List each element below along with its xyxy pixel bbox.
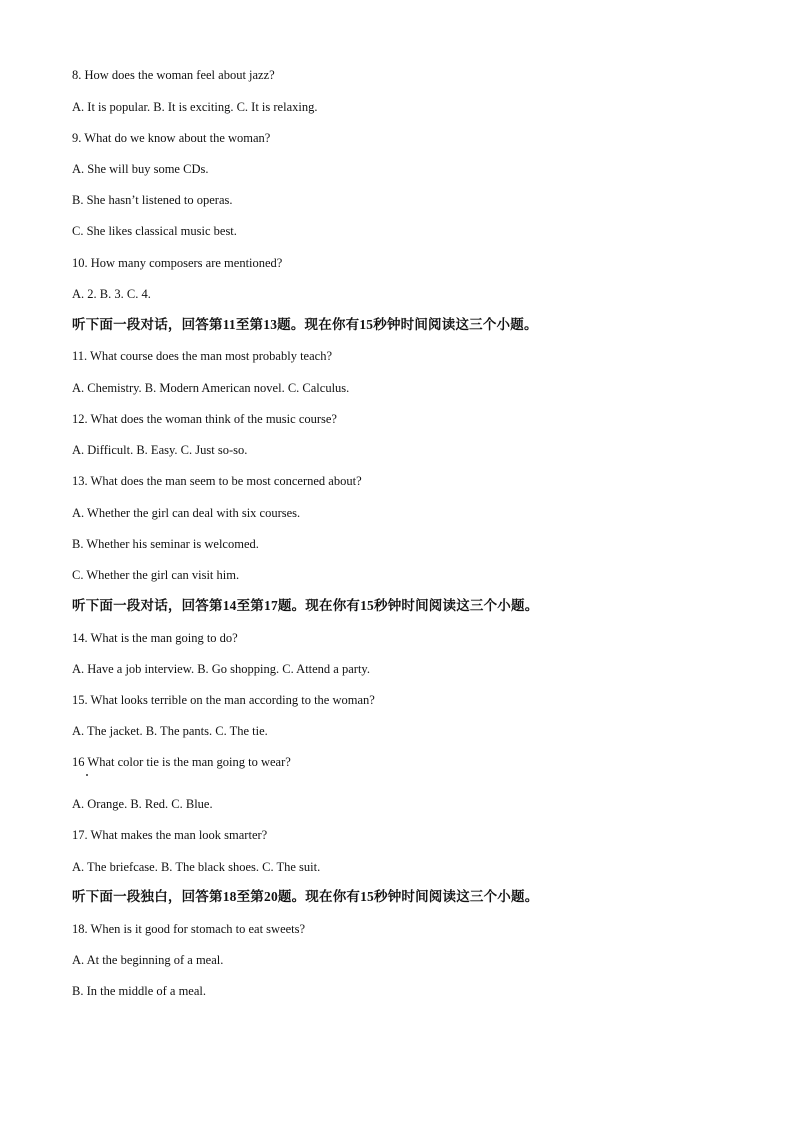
question-12: 12. What does the woman think of the music course? xyxy=(72,412,337,426)
question-12-options: A. Difficult. B. Easy. C. Just so-so. xyxy=(72,443,248,457)
question-18-option-b: B. In the middle of a meal. xyxy=(72,984,206,998)
question-18-option-a: A. At the beginning of a meal. xyxy=(72,953,224,967)
question-9-option-c: C. She likes classical music best. xyxy=(72,224,237,238)
stray-dot xyxy=(86,774,88,776)
question-9: 9. What do we know about the woman? xyxy=(72,131,271,145)
section-heading-18-20: 听下面一段独白，回答第18至第20题。现在你有15秒钟时间阅读这三个小题。 xyxy=(72,889,539,904)
question-9-option-b: B. She hasn’t listened to operas. xyxy=(72,193,233,207)
question-14: 14. What is the man going to do? xyxy=(72,631,238,645)
question-17-options: A. The briefcase. B. The black shoes. C. The suit. xyxy=(72,860,321,874)
question-13: 13. What does the man seem to be most concerned about? xyxy=(72,474,362,488)
question-15-options: A. The jacket. B. The pants. C. The tie. xyxy=(72,724,268,738)
question-8-options: A. It is popular. B. It is exciting. C. It is relaxing. xyxy=(72,100,318,114)
question-11: 11. What course does the man most probably teach? xyxy=(72,349,332,363)
question-16-options: A. Orange. B. Red. C. Blue. xyxy=(72,797,213,811)
question-10-options: A. 2. B. 3. C. 4. xyxy=(72,287,151,301)
question-15: 15. What looks terrible on the man according to the woman? xyxy=(72,693,375,707)
question-13-option-b: B. Whether his seminar is welcomed. xyxy=(72,537,259,551)
question-18: 18. When is it good for stomach to eat sweets? xyxy=(72,922,306,936)
section-heading-14-17: 听下面一段对话，回答第14至第17题。现在你有15秒钟时间阅读这三个小题。 xyxy=(72,598,539,613)
question-9-option-a: A. She will buy some CDs. xyxy=(72,162,209,176)
question-8: 8. How does the woman feel about jazz? xyxy=(72,68,275,82)
question-13-option-a: A. Whether the girl can deal with six courses. xyxy=(72,506,301,520)
question-17: 17. What makes the man look smarter? xyxy=(72,828,268,842)
question-11-options: A. Chemistry. B. Modern American novel. C. Calculus. xyxy=(72,381,350,395)
question-16: 16 What color tie is the man going to wear? xyxy=(72,755,291,769)
question-14-options: A. Have a job interview. B. Go shopping. C. Attend a party. xyxy=(72,662,370,676)
question-13-option-c: C. Whether the girl can visit him. xyxy=(72,568,240,582)
section-heading-11-13: 听下面一段对话，回答第11至第13题。现在你有15秒钟时间阅读这三个小题。 xyxy=(72,317,538,332)
question-10: 10. How many composers are mentioned? xyxy=(72,256,283,270)
